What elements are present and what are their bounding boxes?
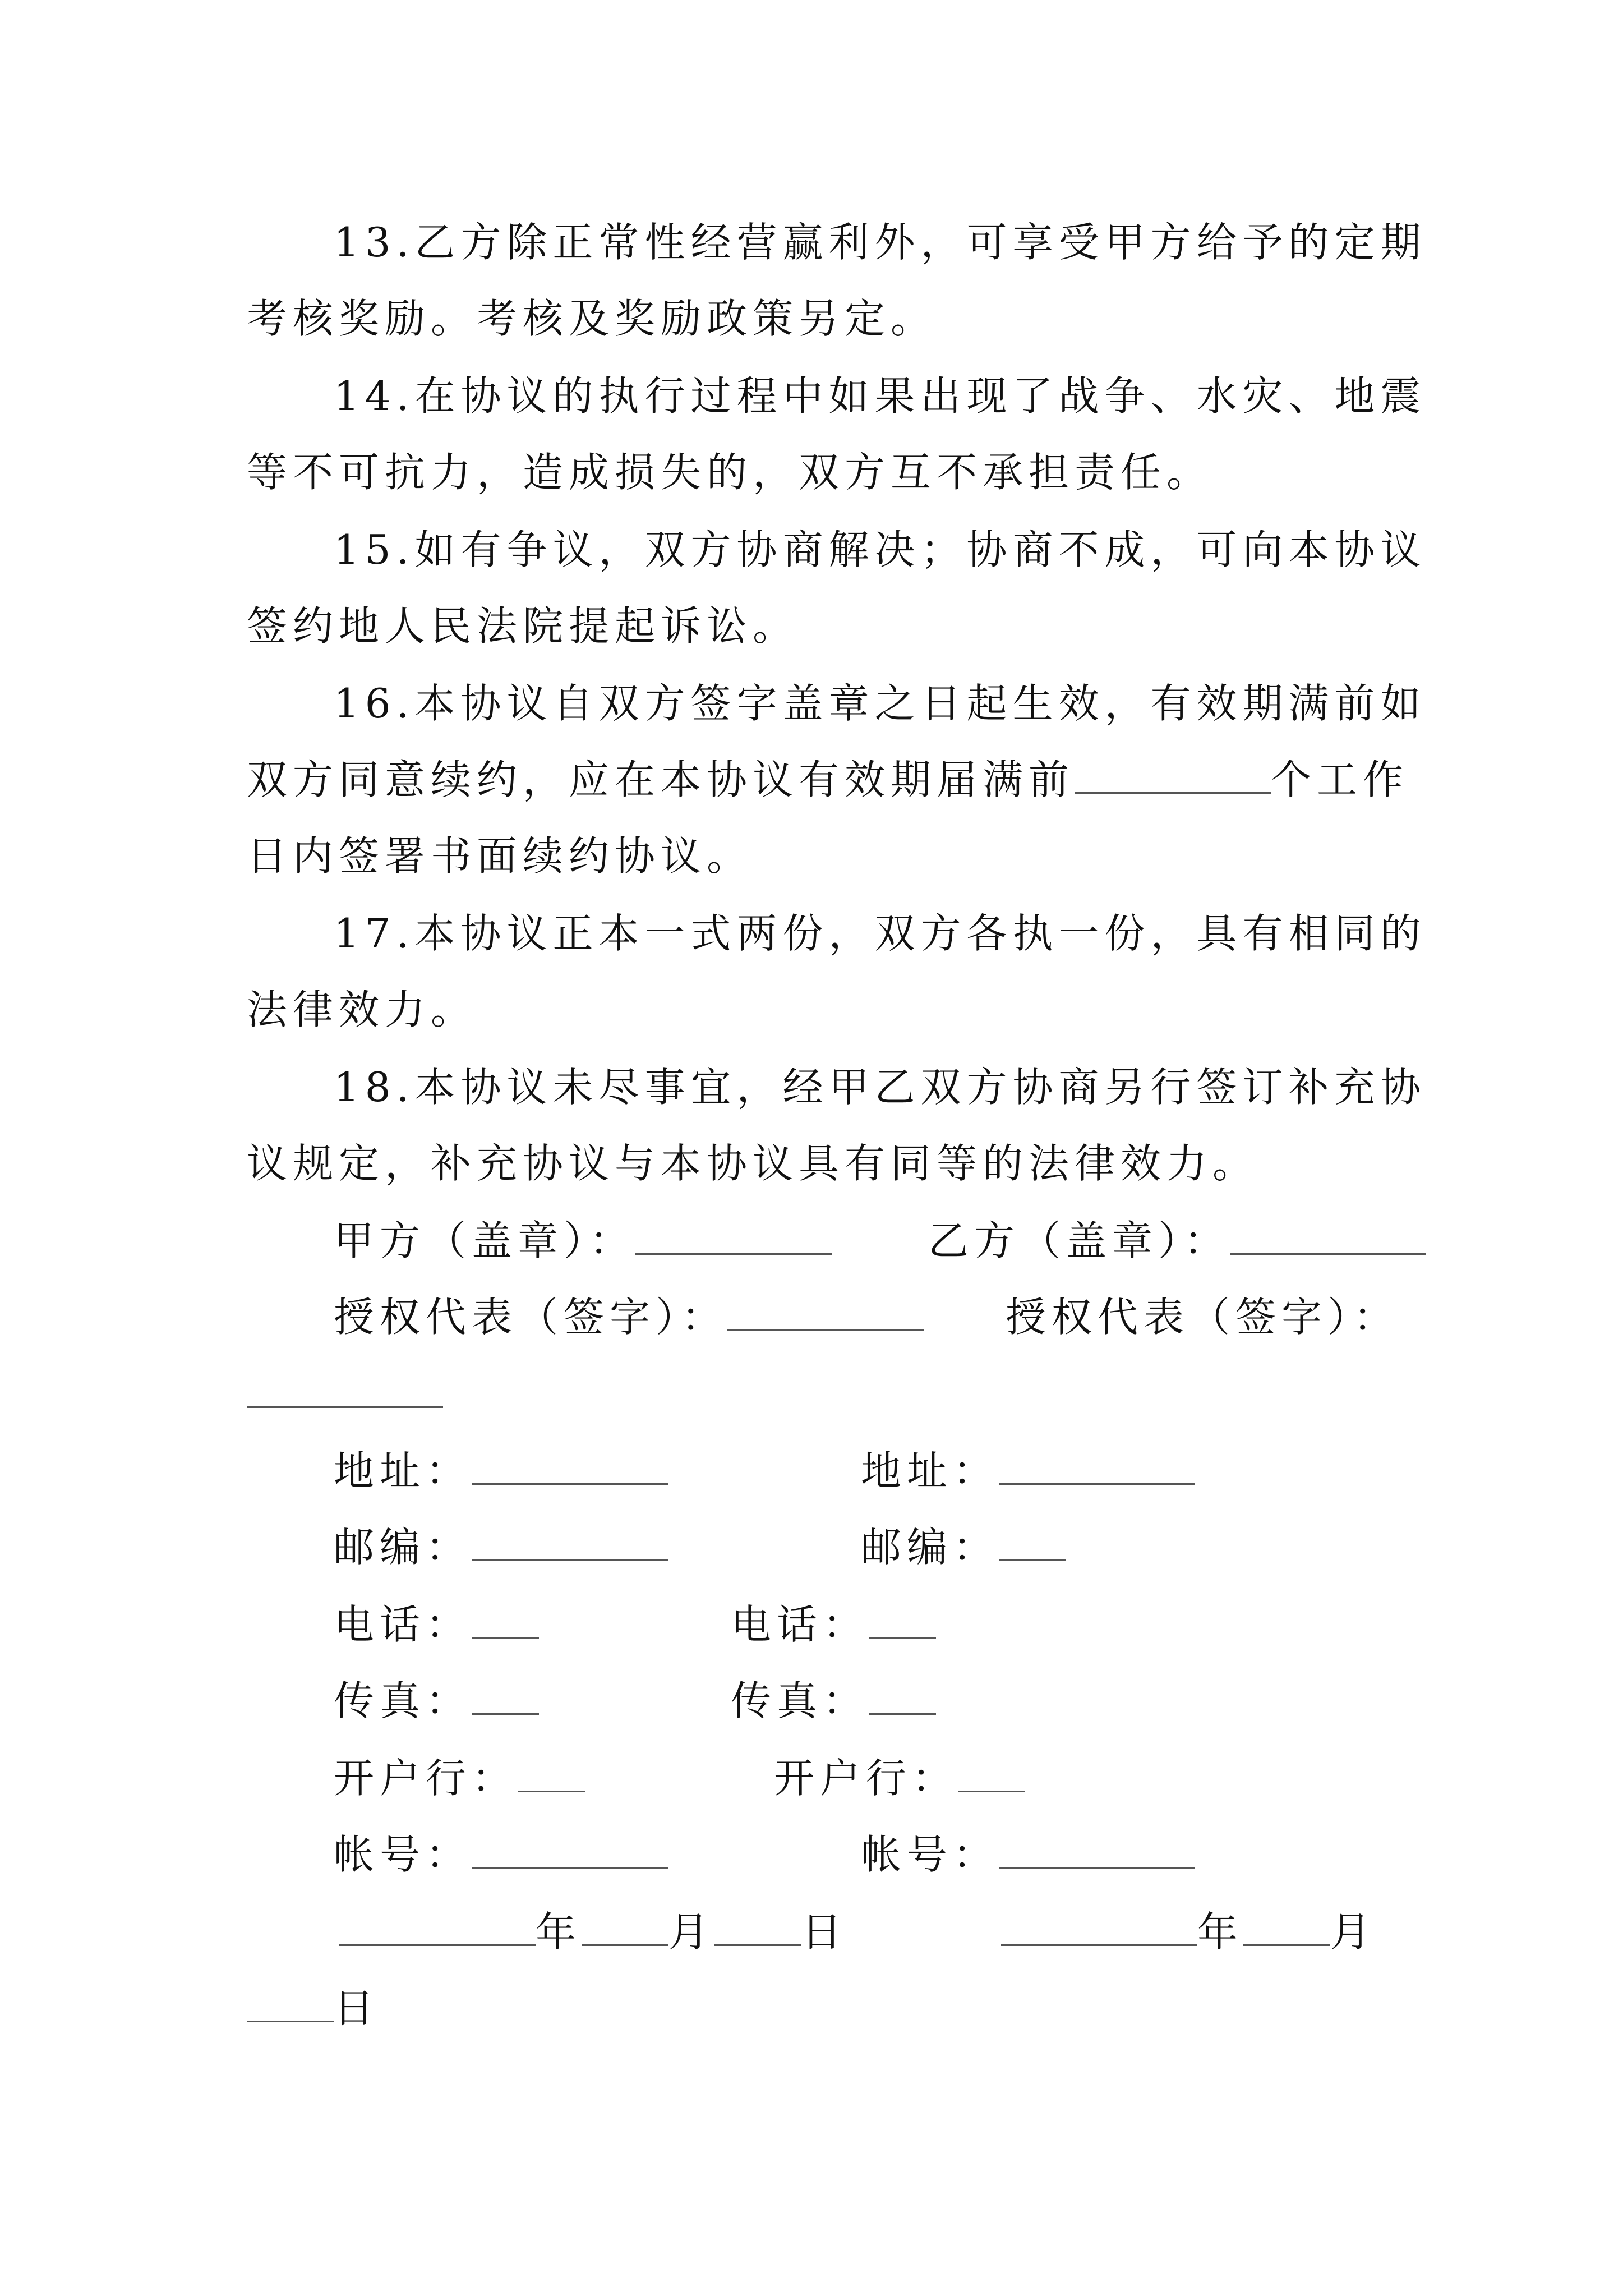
clause-18-line-1: 18.本协议未尽事宜，经甲乙双方协商另行签订补充协 (334, 1064, 1427, 1111)
phone-a (334, 1599, 539, 1650)
address-b (861, 1446, 1195, 1496)
clause-13-line-2: 考核奖励。考核及奖励政策另定。 (247, 295, 937, 342)
bank-b-label: 开户行： (774, 1755, 958, 1802)
bank-a (334, 1753, 585, 1803)
address-a-blank[interactable] (472, 1446, 668, 1485)
account-a (334, 1829, 668, 1880)
date-b-year-label: 年 (1197, 1908, 1244, 1955)
date-b-day (247, 1983, 380, 2033)
bank-b (774, 1753, 1025, 1803)
clause-17-line-2: 法律效力。 (247, 986, 477, 1033)
party-b-seal-blank[interactable] (1230, 1216, 1426, 1255)
postcode-b (861, 1522, 1066, 1572)
postcode-a-blank[interactable] (472, 1522, 668, 1561)
phone-b-label: 电话： (731, 1601, 869, 1648)
date-a-year-blank[interactable] (339, 1907, 536, 1946)
party-b-seal-label: 乙方（盖章）： (928, 1217, 1230, 1264)
bank-b-blank[interactable] (958, 1754, 1025, 1792)
clause-16-line-1: 16.本协议自双方签字盖章之日起生效，有效期满前如 (334, 680, 1427, 727)
postcode-a-label: 邮编： (334, 1524, 472, 1571)
phone-a-label: 电话： (334, 1601, 472, 1648)
fax-b-blank[interactable] (869, 1676, 936, 1715)
date-a (339, 1907, 847, 1957)
date-a-day-label: 日 (801, 1908, 848, 1955)
address-a-label: 地址： (334, 1447, 472, 1494)
party-b-seal (928, 1216, 1426, 1266)
address-b-blank[interactable] (999, 1446, 1195, 1485)
phone-b-blank[interactable] (869, 1600, 936, 1639)
clause-13-line-1: 13.乙方除正常性经营赢利外，可享受甲方给予的定期 (334, 219, 1427, 266)
clause-16-line-2 (247, 754, 1409, 805)
clause-18-line-2: 议规定，补充协议与本协议具有同等的法律效力。 (247, 1140, 1259, 1187)
account-a-blank[interactable] (472, 1830, 668, 1869)
clause-16-line-2-suffix: 个工作 (1271, 756, 1409, 803)
account-b-label: 帐号： (861, 1831, 999, 1878)
party-a-seal (334, 1216, 832, 1266)
party-a-seal-blank[interactable] (635, 1216, 832, 1255)
party-a-seal-label: 甲方（盖章）： (334, 1217, 636, 1264)
fax-a (334, 1676, 539, 1726)
date-b-day-blank[interactable] (247, 1984, 334, 2022)
postcode-b-blank[interactable] (999, 1522, 1066, 1561)
clause-15-line-1: 15.如有争议，双方协商解决；协商不成，可向本协议 (334, 526, 1427, 573)
fax-b-label: 传真： (731, 1677, 869, 1724)
date-a-day-blank[interactable] (714, 1907, 801, 1946)
clause-14-line-2: 等不可抗力，造成损失的，双方互不承担责任。 (247, 449, 1213, 496)
renewal-days-blank[interactable] (1075, 755, 1271, 794)
auth-rep-b-blank[interactable] (247, 1406, 443, 1408)
auth-rep-a-label: 授权代表（签字）： (334, 1294, 728, 1341)
clause-16-line-2-prefix: 双方同意续约，应在本协议有效期届满前 (247, 756, 1075, 803)
date-a-year-label: 年 (536, 1908, 582, 1955)
date-a-month-label: 月 (668, 1908, 715, 1955)
fax-b (731, 1676, 936, 1726)
auth-rep-a-blank[interactable] (727, 1292, 924, 1331)
bank-a-label: 开户行： (334, 1755, 518, 1802)
date-b-day-label: 日 (334, 1985, 380, 2032)
fax-a-blank[interactable] (472, 1676, 539, 1715)
date-a-month-blank[interactable] (582, 1907, 668, 1946)
date-b-month-blank[interactable] (1243, 1907, 1330, 1946)
phone-a-blank[interactable] (472, 1600, 539, 1639)
phone-b (731, 1599, 936, 1650)
date-b (1001, 1907, 1376, 1957)
postcode-a (334, 1522, 668, 1572)
account-b (861, 1829, 1195, 1880)
account-b-blank[interactable] (999, 1830, 1195, 1869)
postcode-b-label: 邮编： (861, 1524, 999, 1571)
account-a-label: 帐号： (334, 1831, 472, 1878)
clause-15-line-2: 签约地人民法院提起诉讼。 (247, 602, 799, 650)
auth-rep-b-label: 授权代表（签字）： (1006, 1294, 1400, 1341)
address-b-label: 地址： (861, 1447, 999, 1494)
auth-rep-a (334, 1292, 924, 1342)
bank-a-blank[interactable] (518, 1754, 585, 1792)
address-a (334, 1446, 668, 1496)
fax-a-label: 传真： (334, 1677, 472, 1724)
clause-14-line-1: 14.在协议的执行过程中如果出现了战争、水灾、地震 (334, 372, 1427, 420)
clause-16-line-3: 日内签署书面续约协议。 (247, 832, 753, 880)
date-b-year-blank[interactable] (1001, 1907, 1197, 1946)
clause-17-line-1: 17.本协议正本一式两份，双方各执一份，具有相同的 (334, 910, 1427, 957)
auth-rep-b (1006, 1292, 1399, 1342)
date-b-month-label: 月 (1330, 1908, 1377, 1955)
